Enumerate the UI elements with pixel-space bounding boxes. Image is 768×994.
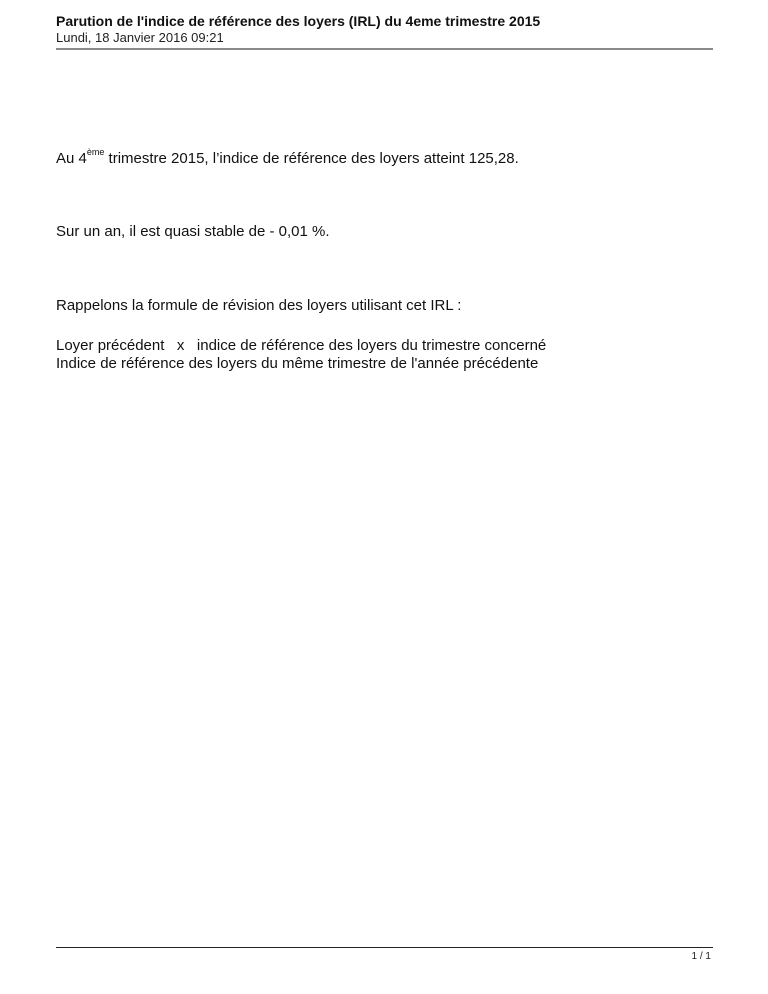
article-title: Parution de l'indice de référence des loyers (IRL) du 4eme trimestre 2015 [56, 13, 541, 29]
revision-formula [56, 337, 546, 373]
page-number: 1 / 1 [691, 951, 711, 962]
footer-divider [56, 947, 713, 948]
page-header [56, 13, 713, 50]
ordinal-superscript: ème [86, 147, 105, 157]
paragraph-index-suffix: trimestre 2015, l’indice de référence des loyers atteint 125,28. [104, 150, 519, 167]
paragraph-index-value [56, 147, 519, 168]
paragraph-index-prefix: Au 4 [56, 150, 87, 167]
paragraph-formula-intro: Rappelons la formule de révision des loyers utilisant cet IRL : [56, 297, 462, 314]
paragraph-annual-change: Sur un an, il est quasi stable de - 0,01 %. [56, 223, 330, 240]
formula-denominator: Indice de référence des loyers du même trimestre de l'année précédente [56, 355, 539, 372]
formula-numerator: Loyer précédent x indice de référence des loyers du trimestre concerné [56, 337, 547, 354]
article-date: Lundi, 18 Janvier 2016 09:21 [56, 30, 224, 45]
